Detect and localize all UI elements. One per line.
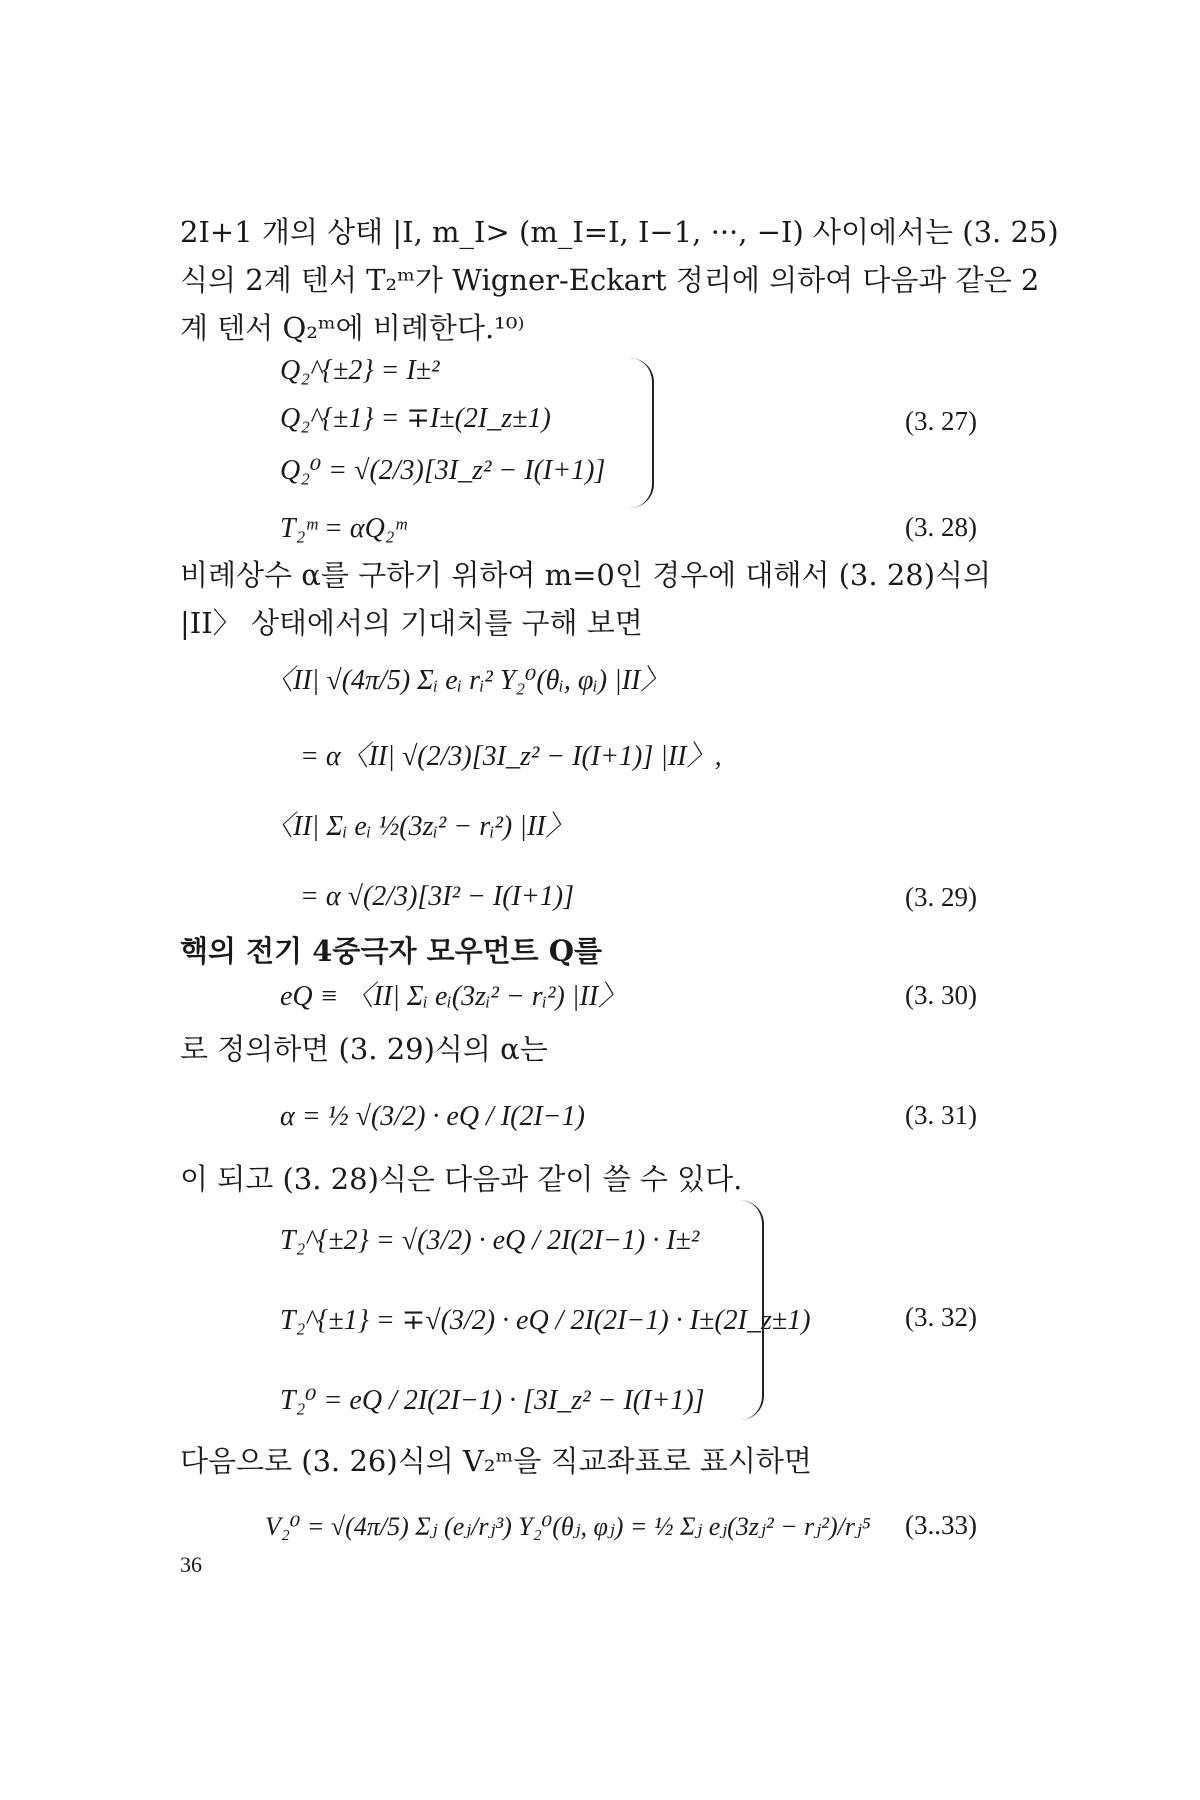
text-line: 다음으로 (3. 26)식의 V₂ᵐ을 직교좌표로 표시하면: [180, 1444, 812, 1478]
equation-number: (3. 27): [905, 406, 977, 436]
equation-number: (3. 30): [905, 980, 977, 1010]
text-line: |II〉 상태에서의 기대치를 구해 보면: [180, 606, 643, 640]
equation-q-0: Q₂⁰ = √(2/3)[3I_z² − I(I+1)]: [280, 455, 606, 486]
equation-number: (3. 29): [905, 882, 977, 912]
equation-t-0: T₂⁰ = eQ / 2I(2I−1) · [3I_z² − I(I+1)]: [280, 1385, 705, 1416]
text-line: 로 정의하면 (3. 29)식의 α는: [180, 1032, 548, 1066]
equation-v-0: V₂⁰ = √(4π/5) Σⱼ (eⱼ/rⱼ³) Y₂⁰(θⱼ, φⱼ) = ½ Σⱼ eⱼ(3zⱼ² − rⱼ²)/rⱼ⁵: [265, 1512, 871, 1541]
equation-q-pm2: Q₂^{±2} = I±²: [280, 355, 440, 386]
text-line: 비례상수 α를 구하기 위하여 m=0인 경우에 대해서 (3. 28)식의: [180, 558, 992, 592]
text-line: 계 텐서 Q₂ᵐ에 비례한다.¹⁰⁾: [180, 311, 525, 345]
equation-t-m: T₂ᵐ = αQ₂ᵐ: [280, 513, 407, 544]
equation-expect-1: 〈II| √(4π/5) Σᵢ eᵢ rᵢ² Y₂⁰(θᵢ, φᵢ) |II〉: [265, 665, 669, 696]
equation-q-pm1: Q₂^{±1} = ∓I±(2I_z±1): [280, 403, 551, 434]
page-number: 36: [180, 1552, 202, 1577]
equation-expect-4: = α √(2/3)[3I² − I(I+1)]: [300, 881, 574, 912]
right-brace: [630, 358, 654, 508]
equation-number: (3. 28): [905, 512, 977, 542]
equation-expect-2: = α〈II| √(2/3)[3I_z² − I(I+1)] |II〉,: [300, 741, 722, 772]
text-line: 이 되고 (3. 28)식은 다음과 같이 쓸 수 있다.: [180, 1162, 743, 1196]
equation-number: (3. 32): [905, 1302, 977, 1332]
equation-t-pm2: T₂^{±2} = √(3/2) · eQ / 2I(2I−1) · I±²: [280, 1225, 700, 1256]
equation-alpha: α = ½ √(3/2) · eQ / I(2I−1): [280, 1101, 586, 1132]
equation-number: (3. 31): [905, 1100, 977, 1130]
text-line: 핵의 전기 4중극자 모우먼트 Q를: [180, 934, 602, 968]
equation-eq-def: eQ ≡ 〈II| Σᵢ eᵢ(3zᵢ² − rᵢ²) |II〉: [280, 981, 627, 1012]
equation-number: (3..33): [905, 1510, 977, 1540]
text-line: 2I+1 개의 상태 |I, m_I> (m_I=I, I−1, ···, −I) 사이에서는 (3. 25): [180, 215, 1059, 249]
equation-expect-3: 〈II| Σᵢ eᵢ ½(3zᵢ² − rᵢ²) |II〉: [265, 811, 574, 842]
equation-t-pm1: T₂^{±1} = ∓√(3/2) · eQ / 2I(2I−1) · I±(2I_z±1): [280, 1305, 811, 1336]
text-line: 식의 2계 텐서 T₂ᵐ가 Wigner-Eckart 정리에 의하여 다음과 같은 2: [180, 263, 1040, 297]
right-brace: [740, 1200, 764, 1420]
